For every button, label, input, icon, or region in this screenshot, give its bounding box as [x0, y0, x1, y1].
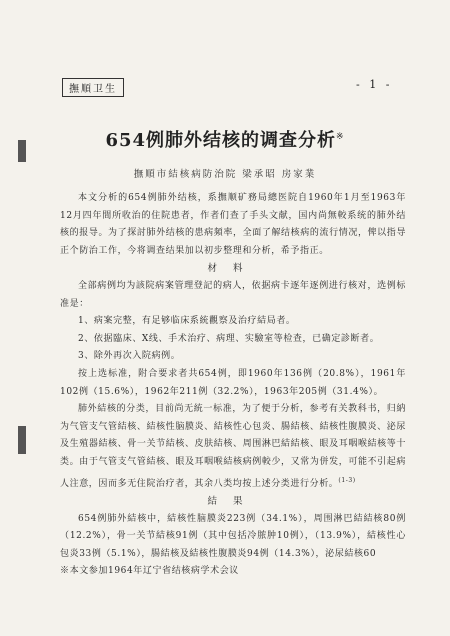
title-footnote-mark: ※ — [336, 132, 345, 142]
reference-mark: (1-3) — [338, 476, 356, 484]
intro-paragraph: 本文分析的654例肺外结核，系撫顺矿務局總医院自1960年1月至1963年12月四年間所收治的住院患者，作者们查了手头文献，国内尚無較系统的肺外结核的报导。为了探討肺外结核的患病頻率，全面了解结核病的流行情况，俾以指导正个防治工作，今将调查结果加以初步整理和分析，希予指正。 — [60, 193, 406, 256]
binding-mark-top — [18, 140, 26, 162]
results-paragraph: 654例肺外結核中，結核性脑膜炎223例（34.1%），周围淋巴結結核80例（12.2%），骨一关节結核91例（其中包括冷脓肿10例），（13.9%），結核性心包炎33例（5.1%），腸結核及結核性腹膜炎94例（14.3%），泌尿結核60 — [60, 513, 406, 559]
footnote: ※本文参加1964年辽宁省结核病学术会议 — [60, 566, 239, 577]
section-heading-material: 材料 — [207, 263, 259, 275]
title-text: 654例肺外结核的调查分析 — [105, 130, 337, 151]
page-number: - 1 - — [356, 78, 393, 91]
case-count-paragraph: 按上选标准，附合要求者共654例，即1960年136例（20.8%），1961年102例（15.6%），1962年211例（32.2%），1963年205例（31.4%）。 — [60, 368, 406, 397]
classification-paragraph — [60, 401, 406, 493]
criteria-item-2: 2、依据臨床、X线、手术治疗、病理、实驗室等检查，已确定診断者。 — [78, 333, 380, 344]
section-heading-results: 結果 — [207, 496, 259, 508]
material-paragraph: 全部病例均为該院病案管理登記的病人，依据病卡逐年逐例进行核对，选例标准是： — [60, 280, 406, 309]
binding-mark-bottom — [18, 426, 26, 454]
criteria-item-3: 3、除外再次入院病例。 — [78, 351, 181, 362]
classification-text: 肺外結核的分类，目前尚无統一标准，为了便于分析，参考有关教科书，归納为气管支气管結核、結核性脑膜炎、結核性心包炎、腸結核、結核性腹膜炎、泌尿及生殖器結核、骨一关节結核、皮肤結核、周围淋巴結結核、眼及耳咽喉結核等十类。由于气管支气管結核、眼及耳咽喉結核病例較少，又常为併发，可能不引起病人注意，因而多无住院治疗者，其余八类均按上述分类进行分析。 — [60, 404, 406, 489]
journal-stamp: 撫順卫生 — [62, 78, 124, 97]
author-line: 撫順市結核病防治院 梁承昭 房家業 — [133, 169, 317, 180]
criteria-item-1: 1、病案完整，有足够临床系統觀察及治疗結局者。 — [78, 316, 296, 327]
article-body — [60, 190, 406, 581]
article-title — [0, 126, 450, 152]
